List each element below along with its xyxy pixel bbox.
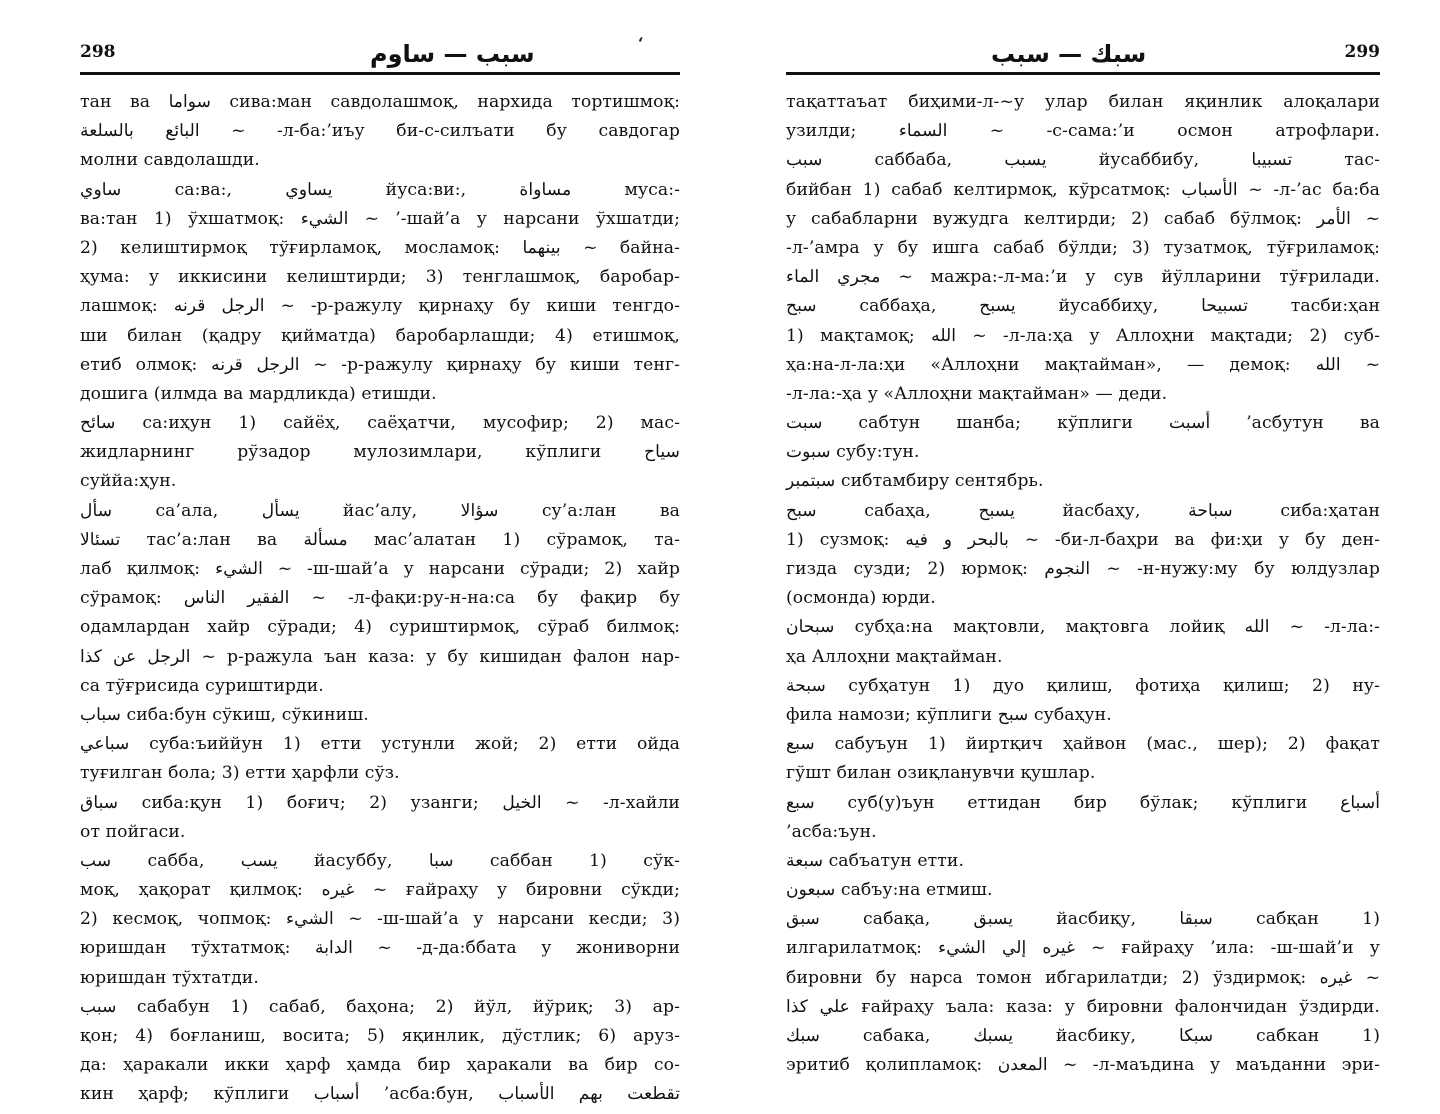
- text-line: молни савдолашди.: [80, 150, 260, 171]
- text-line: ҳума: у иккисини келиштирди; 3) тенглашмоқ, баробар-: [80, 267, 680, 288]
- text-line: مجري الماء ~ мажра:-л-ма:’и у сув йўлларини тўғрилади.: [786, 267, 1381, 288]
- text-line: سبحان субҳа:на мақтовли, мақтовга лойиқ الله ~ -л-ла:-: [786, 617, 1381, 638]
- left-page: [80, 0, 680, 1114]
- text-line: سأل са’ала, يسأل йас’алу, سؤالا су’а:лан ва: [80, 500, 680, 521]
- text-line: лаб қилмоқ: الشيء ~ -ш-шай’а у нарсани сўради; 2) хайр: [80, 559, 681, 579]
- header-rule: [786, 72, 1380, 75]
- running-head: سبب — ساوم: [370, 40, 535, 68]
- text-line: узилди; السماء ~ -с-сама:’и осмон атрофлари.: [786, 121, 1380, 142]
- text-line: жидларнинг рўзадор мулозимлари, кўплиги سياح: [80, 442, 680, 463]
- text-line: тақаттаъат биҳими-л-~у улар билан яқинлик алоқалари: [786, 92, 1380, 112]
- text-line: етиб олмоқ: الرجل قرنه ~ -р-ражулу қирнаҳу бу киши тенг-: [80, 354, 680, 375]
- text-line: (осмонда) юрди.: [786, 588, 936, 609]
- text-line: бийбан 1) сабаб келтирмоқ, кўрсатмоқ: الأسباب ~ -л-’ас ба:ба: [786, 179, 1380, 200]
- text-line: тан ва سواما сива:ман савдолашмоқ, нархида тортишмоқ:: [80, 92, 680, 112]
- text-line: تسئالا тас’а:лан ва مسألة мас’алатан 1) сўрамоқ, та-: [80, 529, 680, 550]
- text-line: سبق сабақа, يسبق йасбиқу, سبقا сабқан 1): [786, 909, 1380, 930]
- text-line: фила намози; кўплиги سبح субаҳун.: [786, 704, 1112, 725]
- text-line: سباعي суба:ъиййун 1) етти устунли жой; 2) етти ойда: [80, 734, 680, 755]
- text-line: 2) келиштирмоқ тўғирламоқ, мосламоқ: بينهما ~ байна-: [80, 237, 680, 258]
- text-line: са тўғрисида суриштирди.: [80, 675, 324, 696]
- text-line: سباب сиба:бун сўкиш, сўкиниш.: [80, 704, 369, 725]
- text-line: туғилган бола; 3) етти ҳарфли сўз.: [80, 763, 400, 784]
- text-line: سبوت субу:тун.: [786, 442, 920, 463]
- text-line: سب сабба, يسب йасуббу, سبا саббан 1) сўк-: [80, 850, 680, 871]
- text-line: البائع بالسلعة ~ -л-ба:’иъу би-с-силъати бу савдогар: [80, 121, 681, 142]
- text-line: ҳа Аллоҳни мақтайман.: [786, 646, 1003, 667]
- text-line: юришдан тўхтатди.: [80, 967, 259, 988]
- text-line: ’асба:ъун.: [786, 821, 877, 842]
- text-line: эритиб қолипламоқ: المعدن ~ -л-маъдина у маъданни эри-: [786, 1055, 1380, 1076]
- text-line: سبك сабака, يسبك йасбику, سبكا сабкан 1): [786, 1026, 1381, 1046]
- text-line: سبتمبر сибтамбиру сентябрь.: [786, 471, 1044, 492]
- text-line: одамлардан хайр сўради; 4) суриштирмоқ, сўраб билмоқ:: [80, 617, 680, 638]
- text-line: кин ҳарф; кўплиги أسباب ’асба:бун, تقطعت بهم الأسباب: [80, 1084, 680, 1105]
- text-line: бировни бу нарса томон ибгарилатди; 2) ўздирмоқ: غيره ~: [786, 967, 1380, 988]
- text-line: дошига (илмда ва мардликда) етишди.: [80, 383, 437, 404]
- text-line: сўрамоқ: الفقير الناس ~ -л-фақи:ру-н-на:са бу фақир бу: [80, 588, 680, 609]
- text-line: ши билан (қадру қийматда) баробарлашди; 4) етишмоқ,: [80, 325, 680, 346]
- text-line: سبعة сабъатун етти.: [786, 850, 965, 871]
- text-line: سبح саббаҳа, يسبح йусаббиҳу, تسبيحا тасби:ҳан: [786, 296, 1380, 317]
- text-line: -л-’амра у бу ишга сабаб бўлди; 3) тузатмоқ, тўғриламоқ:: [786, 237, 1380, 258]
- text-line: да: ҳаракали икки ҳарф ҳамда бир ҳаракали ва бир со-: [80, 1055, 680, 1076]
- text-line: от пойгаси.: [80, 821, 186, 842]
- corner-mark: ʻ: [638, 34, 644, 53]
- text-line: у сабабларни вужудга келтирди; 2) сабаб бўлмоқ: الأمر ~: [786, 208, 1380, 229]
- page-number: 298: [80, 42, 116, 62]
- header-rule: [80, 72, 680, 75]
- text-line: سبت сабтун шанба; кўплиги أسبت ’асбутун ва: [786, 413, 1380, 434]
- text-line: ҳа:на-л-ла:ҳи «Аллоҳни мақтайман», — демоқ: الله ~: [786, 354, 1380, 375]
- text-line: 2) кесмоқ, чопмоқ: الشيء ~ -ш-шай’а у нарсани кесди; 3): [80, 909, 681, 930]
- text-line: سباق сиба:қун 1) бoғич; 2) узанги; الخيل ~ -л-хайли: [80, 792, 680, 813]
- text-line: гўшт билан озиқланувчи қушлар.: [786, 763, 1096, 784]
- text-line: -л-ла:-ҳа у «Аллоҳни мақтайман» — деди.: [786, 383, 1168, 404]
- text-line: سبعون сабъу:на етмиш.: [786, 880, 993, 901]
- text-line: سبع суб(у)ъун еттидан бир бўлак; кўплиги أسباع: [786, 792, 1380, 813]
- text-column: [80, 88, 680, 1110]
- text-line: лашмоқ: الرجل قرنه ~ -р-ражулу қирнаҳу бу киши тенгдо-: [80, 296, 680, 317]
- text-line: 1) сузмоқ: بالبحر و فيه ~ -би-л-баҳри ва фи:ҳи у бу ден-: [786, 529, 1381, 550]
- text-line: ва:тан 1) ўхшатмоқ: الشيء ~ ’-шай’а у нарсани ўхшатди;: [80, 208, 680, 229]
- text-line: 1) мақтамоқ; الله ~ -л-ла:ҳа у Аллоҳни мақтади; 2) суб-: [786, 325, 1380, 346]
- text-line: юришдан тўхтатмоқ: الدابة ~ -д-да:ббата у жониворни: [80, 938, 681, 959]
- text-line: моқ, ҳақорат қилмоқ: غيره ~ ғайраҳу у бировни сўкди;: [80, 880, 680, 901]
- text-line: علي كذا ғайраҳу ъала: каза: у бировни фалончидан ўздирди.: [786, 996, 1380, 1017]
- text-line: илгарилатмоқ: غيره إلي الشيء ~ ғайраҳу ’ила: -ш-шай’и у: [786, 938, 1380, 959]
- text-line: سائح са:иҳун 1) сайёҳ, саёҳатчи, мусофир; 2) мас-: [80, 413, 680, 434]
- text-line: سبح сабаҳа, يسبح йасбаҳу, سباحة сиба:ҳатан: [786, 500, 1380, 521]
- text-line: ساوي са:ва:, يساوي йуса:ви:, مساواة муса:-: [80, 179, 680, 200]
- text-line: سبب саббаба, يسبب йусаббибу, تسبيبا тас-: [786, 150, 1381, 171]
- text-column: [786, 88, 1380, 1080]
- right-page: [786, 0, 1380, 1114]
- page-number: 299: [1344, 42, 1380, 62]
- text-line: қон; 4) боғланиш, восита; 5) яқинлик, дўстлик; 6) аруз-: [80, 1026, 680, 1046]
- text-line: суййа:ҳун.: [80, 471, 177, 492]
- text-line: سبع сабуъун 1) йиртқич ҳайвон (мас., шер); 2) фақат: [786, 734, 1380, 755]
- text-line: سبحة субҳатун 1) дуо қилиш, фотиҳа қилиш; 2) ну-: [786, 675, 1380, 696]
- text-line: гизда сузди; 2) юрмоқ: النجوم ~ -н-нужу:му бу юлдузлар: [786, 559, 1380, 579]
- text-line: سبب сабабун 1) сабаб, баҳона; 2) йўл, йўриқ; 3) ар-: [80, 996, 680, 1017]
- text-line: الرجل عن كذا ~ р-ражула ъан каза: у бу кишидан фалон нар-: [80, 646, 680, 667]
- running-head: سبك — سبب: [991, 40, 1147, 68]
